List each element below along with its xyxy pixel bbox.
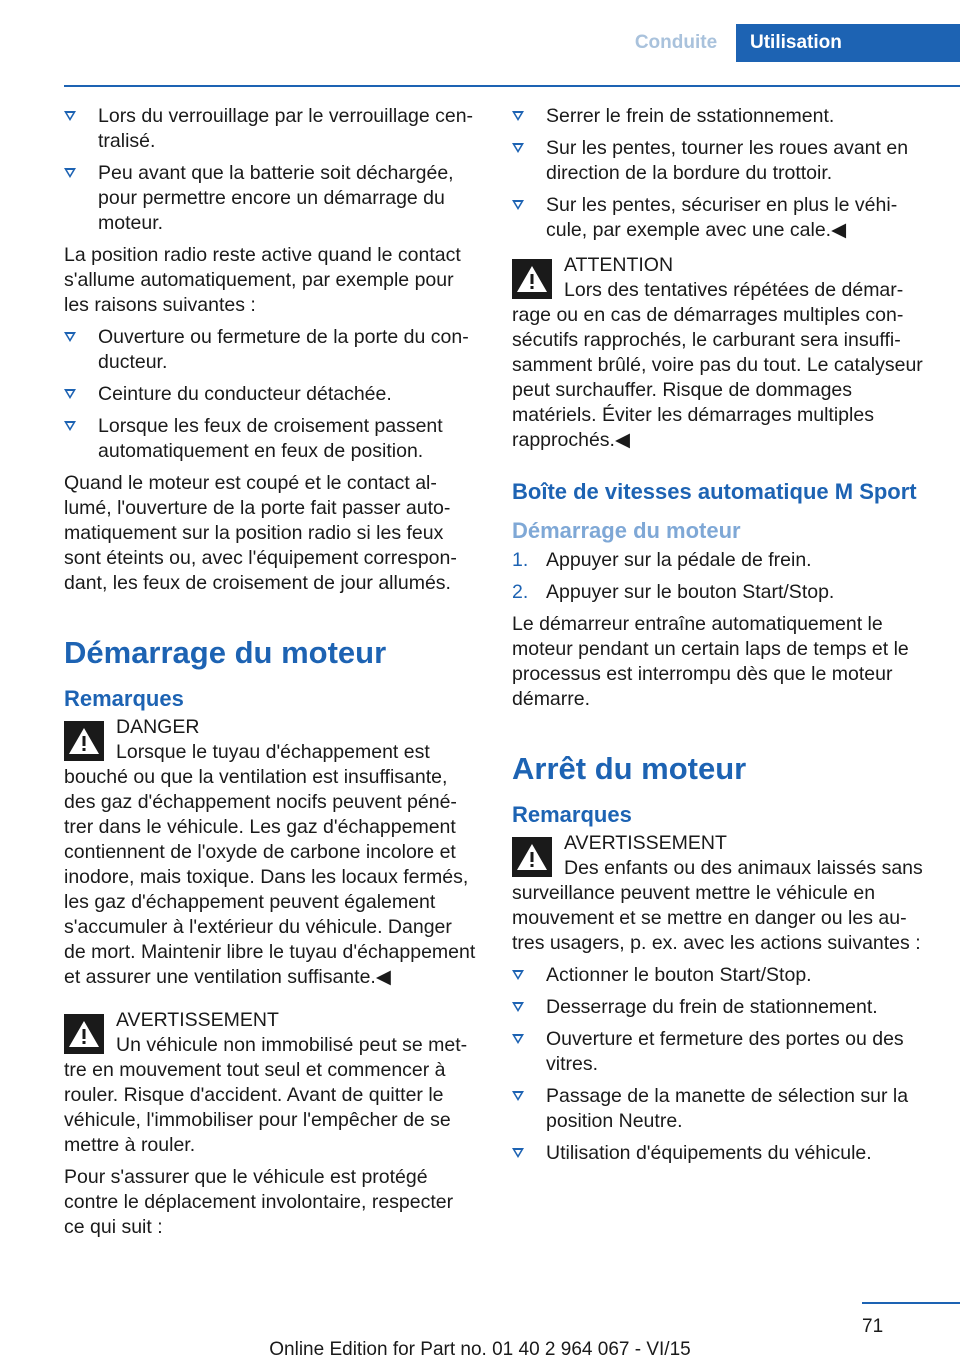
subsection-heading: Boîte de vitesses automatique M Sport [512, 479, 917, 504]
paragraph: Quand le moteur est coupé et le contact allumé, l'ouverture de la porte fait passer automatiquement sur la position radio si les feux sont éteints ou, avec l'équipement correspondant, les feux de croisement de jour allumés. [64, 472, 457, 594]
list-item [512, 995, 926, 1020]
step-number: 2. [512, 581, 529, 603]
tab-conduite[interactable] [618, 24, 734, 62]
list-item-text: Utilisation d'équipements du véhicule. [546, 1142, 872, 1164]
subsection-heading: Remarques [512, 802, 632, 827]
list-item [512, 963, 926, 988]
list-item-text: Serrer le frein de sstationnement. [546, 105, 835, 127]
list-item [64, 325, 478, 375]
paragraph: La position radio reste active quand le contact s'allume automatiquement, par exemple pour les raisons suivantes : [64, 244, 461, 316]
bullet-triangle-icon [64, 421, 76, 431]
bullet-triangle-icon [512, 970, 524, 980]
paragraph: Pour s'assurer que le véhicule est protégé contre le déplacement involontaire, respecter ce qui suit : [64, 1166, 454, 1238]
list-item-text: Peu avant que la batterie soit déchargée, pour permettre encore un démarrage du moteur. [98, 162, 454, 234]
bullet-triangle-icon [512, 1091, 524, 1101]
section-heading: Démarrage du moteur [64, 635, 387, 670]
list-item-text: Actionner le bouton Start/Stop. [546, 964, 812, 986]
list-item-text: Passage de la manette de sélection sur la position Neutre. [546, 1085, 909, 1132]
bullet-triangle-icon [64, 332, 76, 342]
list-item-text: Appuyer sur la pédale de frein. [546, 549, 812, 571]
tab-conduite-label: Conduite [634, 32, 718, 53]
list-item [512, 1141, 926, 1166]
list-item [64, 382, 478, 407]
bullet-triangle-icon [64, 111, 76, 121]
list-item [512, 548, 926, 573]
bullet-triangle-icon [512, 143, 524, 153]
warning-notice [64, 1008, 478, 1158]
list-item-text: Sur les pentes, tourner les roues avant en direction de la bordure du trottoir. [546, 137, 909, 184]
list-item-text: Lorsque les feux de croisement passent automatiquement en feux de position. [98, 415, 443, 462]
list-item-text: Ceinture du conducteur détachée. [98, 383, 392, 405]
list-item-text: Appuyer sur le bouton Start/Stop. [546, 581, 835, 603]
warning-text: Un véhicule non immobilisé peut se mettre en mouvement tout seul et commencer à rouler. Risque d'accident. Avant de quitter le véhicule, l'immobiliser pour l'empêcher de se mettre à rouler. [64, 1034, 468, 1156]
list-item-text: Desserrage du frein de stationnement. [546, 996, 878, 1018]
list-item [64, 414, 478, 464]
bullet-triangle-icon [64, 168, 76, 178]
subsection-heading: Remarques [64, 686, 184, 711]
list-item-text: Ouverture ou fermeture de la porte du conducteur. [98, 326, 469, 373]
attention-notice [512, 253, 926, 453]
step-number: 1. [512, 549, 529, 571]
right-column [512, 104, 926, 1173]
list-item [512, 1027, 926, 1077]
attention-text: Lors des tentatives répétées de démarrage ou en cas de démarrages multiples consécutifs rapprochés, le carburant sera insuffisamment brûlé, voire pas du tout. Le catalyseur peut surchauffer. Risque de dommages matériels. Éviter les démarrages multiples rapprochés.◀ [512, 279, 923, 451]
bullet-triangle-icon [512, 1034, 524, 1044]
left-column [64, 104, 478, 1247]
tab-utilisation[interactable] [736, 24, 960, 62]
bullet-triangle-icon [512, 111, 524, 121]
warning-triangle-icon [512, 259, 552, 299]
list-item [512, 136, 926, 186]
bullet-triangle-icon [64, 389, 76, 399]
list-item-text: Sur les pentes, sécuriser en plus le véhicule, par exemple avec une cale.◀ [546, 194, 898, 241]
attention-title: ATTENTION [564, 254, 674, 276]
warning-title: AVERTISSEMENT [116, 1009, 279, 1031]
list-item [512, 193, 926, 243]
edition-footer: Online Edition for Part no. 01 40 2 964 067 - VI/15 [269, 1339, 691, 1360]
warning-triangle-icon [64, 721, 104, 761]
subsection-heading: Démarrage du moteur [512, 518, 741, 543]
list-item [512, 1084, 926, 1134]
list-item [512, 104, 926, 129]
warning-triangle-icon [64, 1014, 104, 1054]
section-heading: Arrêt du moteur [512, 751, 747, 786]
warning-notice [512, 831, 926, 956]
header-divider [64, 85, 960, 87]
danger-notice [64, 715, 478, 990]
warning-text: Des enfants ou des animaux laissés sans surveillance peuvent mettre le véhicule en mouvement et se mettre en danger ou les autres usagers, p. ex. avec les actions suivantes : [512, 857, 923, 954]
danger-text: Lorsque le tuyau d'échappement est bouché ou que la ventilation est insuffisante, des gaz d'échappement nocifs peuvent pénétrer dans le véhicule. Les gaz d'échappement contiennent de l'oxyde de carbone incolore et inodore, mais toxique. Dans les locaux fermés, les gaz d'échappement peuvent également s'accumuler à l'extérieur du véhicule. Danger de mort. Maintenir libre le tuyau d'échappement et assurer une ventilation suffisante.◀ [64, 741, 476, 988]
tab-utilisation-label: Utilisation [750, 32, 842, 53]
danger-title: DANGER [116, 716, 200, 738]
paragraph: Le démarreur entraîne automatiquement le moteur pendant un certain laps de temps et le processus est interrompu dès que le moteur démarre. [512, 613, 909, 710]
bullet-triangle-icon [512, 200, 524, 210]
page-header [0, 24, 960, 62]
footer-divider [862, 1302, 960, 1304]
warning-triangle-icon [512, 837, 552, 877]
bullet-triangle-icon [512, 1148, 524, 1158]
list-item [512, 580, 926, 605]
list-item-text: Ouverture et fermeture des portes ou des vitres. [546, 1028, 904, 1075]
list-item [64, 161, 478, 236]
bullet-triangle-icon [512, 1002, 524, 1012]
warning-title: AVERTISSEMENT [564, 832, 727, 854]
page-number: 71 [862, 1316, 884, 1337]
list-item [64, 104, 478, 154]
list-item-text: Lors du verrouillage par le verrouillage centralisé. [98, 105, 474, 152]
